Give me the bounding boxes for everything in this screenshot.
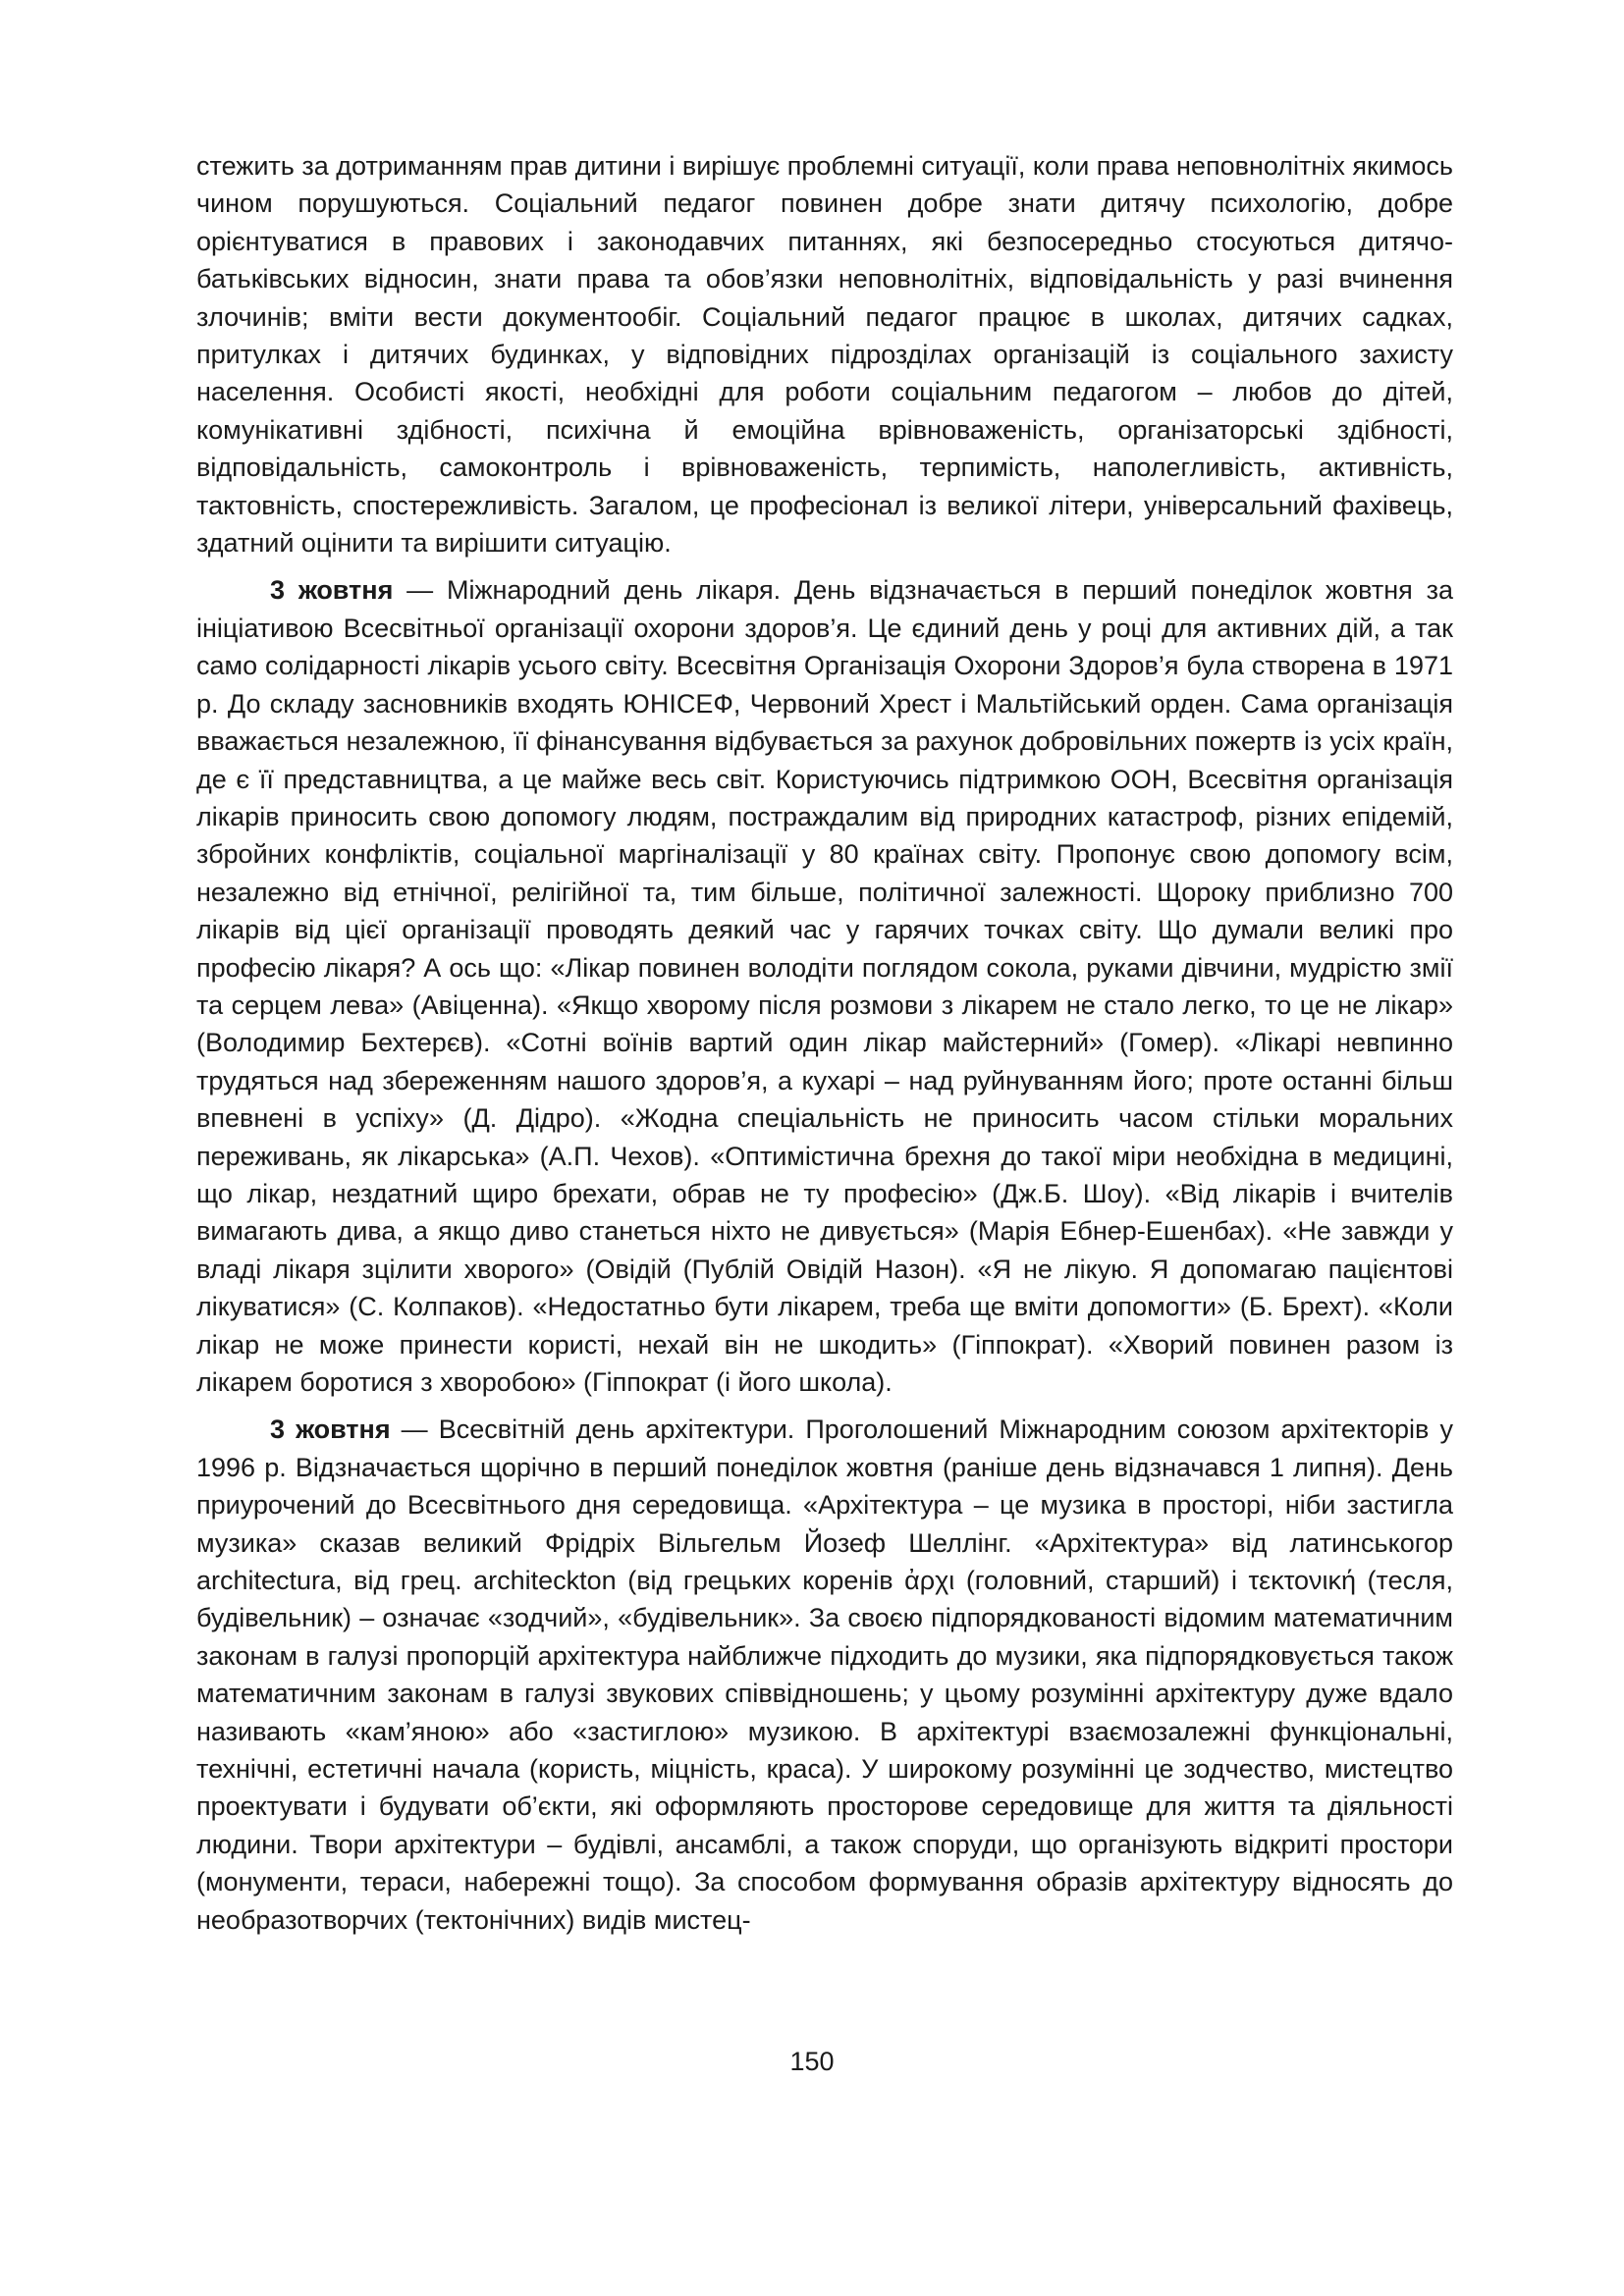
page-body [196, 147, 1453, 1949]
paragraph-architecture-day [196, 1411, 1453, 1939]
page-number: 150 [789, 2047, 835, 2076]
paragraph-doctor-day [196, 571, 1453, 1401]
paragraph-text: стежить за дотриманням прав дитини і вирішує проблемні ситуації, коли права неповнолітніх якимось чином порушуються. Соціальний педагог повинен добре знати дитячу психологію, добре орієнтуватися в правових і законодавчих питаннях, які безпосередньо стосуються дитячо-батьківських відносин, знати права та обов’язки неповнолітніх, відповідальність у разі вчинення злочинів; вміти вести документообіг. Соціальний педагог працює в школах, дитячих садках, притулках і дитячих будинках, у відповідних підрозділах організацій із соціального захисту населення. Особисті якості, необхідні для роботи соціальним педагогом – любов до дітей, комунікативні здібності, психічна й емоційна врівноваженість, організаторські здібності, відповідальність, самоконтроль і врівноваженість, терпимість, наполегливість, активність, тактовність, спостережливість. Загалом, це професіонал із великої літери, універсальний фахівець, здатний оцінити та вирішити ситуацію. [196, 151, 1453, 559]
paragraph-social-pedagogue [196, 147, 1453, 561]
date-heading: 3 жовтня [270, 575, 394, 606]
date-heading: 3 жовтня [270, 1415, 391, 1445]
paragraph-text: — Міжнародний день лікаря. День відзначається в перший понеділок жовтня за ініціативою Всесвітньої організації охорони здоров’я. Це єдиний день у році для активних дій, а так само солідарності лікарів усього світу. Всесвітня Організація Охорони Здоров’я була створена в 1971 р. До складу засновників входять ЮНІСЕФ, Червоний Хрест і Мальтійський орден. Сама організація вважається незалежною, її фінансування відбувається за рахунок добровільних пожертв із усіх країн, де є її представництва, а це майже весь світ. Користуючись підтримкою ООН, Всесвітня організація лікарів приносить свою допомогу людям, постраждалим від природних катастроф, різних епідемій, збройних конфліктів, соціальної маргіналізації у 80 країнах світу. Пропонує свою допомогу всім, незалежно від етнічної, релігійної та, тим більше, політичної залежності. Щороку приблизно 700 лікарів від цієї організації проводять деякий час у гарячих точках світу. Що думали великі про професію лікаря? А ось що: «Лікар повинен володіти поглядом сокола, руками дівчини, мудрістю змії та серцем лева» (Авіценна). «Якщо хворому після розмови з лікарем не стало легко, то це не лікар» (Володимир Бехтерєв). «Сотні воїнів вартий один лікар майстерний» (Гомер). «Лікарі невпинно трудяться над збереженням нашого здоров’я, а кухарі – над руйнуванням його; проте останні більш впевнені в успіху» (Д. Дідро). «Жодна спеціальність не приносить часом стільки моральних переживань, як лікарська» (А.П. Чехов). «Оптимістична брехня до такої міри необхідна в медицині, що лікар, нездатний щиро брехати, обрав не ту професію» (Дж.Б. Шоу). «Від лікарів і вчителів вимагають дива, а якщо диво станеться ніхто не дивується» (Марія Ебнер-Ешенбах). «Не завжди у владі лікаря зцілити хворого» (Овідій (Публій Овідій Назон). «Я не лікую. Я допомагаю пацієнтові лікуватися» (С. Колпаков). «Недостатньо бути лікарем, треба ще вміти допомогти» (Б. Брехт). «Коли лікар не може принести користі, нехай він не шкодить» (Гіппократ). «Хворий повинен разом із лікарем боротися з хворобою» (Гіппократ (і його школа). [196, 575, 1453, 1397]
paragraph-text: — Всесвітній день архітектури. Проголошений Міжнародним союзом архітекторів у 1996 р. Відзначається щорічно в перший понеділок жовтня (раніше день відзначався 1 липня). День приурочений до Всесвітнього дня середовища. «Архітектура – це музика в просторі, ніби застигла музика» сказав великий Фрідріх Вільгельм Йозеф Шеллінг. «Архітектура» від латинськогор architectura, від грец. architeckton (від грецьких коренів ἀρχι (головний, старший) і τεκτονική (тесля, будівельник) – означає «зодчий», «будівельник». За своєю підпорядкованості відомим математичним законам в галузі пропорцій архітектура найближче підходить до музики, яка підпорядковується також математичним законам в галузі звукових співвідношень; у цьому розумінні архітектуру дуже вдало називають «кам’яною» або «застиглою» музикою. В архітектурі взаємозалежні функціональні, технічні, естетичні начала (користь, міцність, краса). У широкому розумінні це зодчество, мистецтво проектувати і будувати об’єкти, які оформляють просторове середовище для життя та діяльності людини. Твори архітектури – будівлі, ансамблі, а також споруди, що організують відкриті простори (монументи, тераси, набережні тощо). За способом формування образів архітектуру відносять до необразотворчих (тектонічних) видів мистец- [196, 1415, 1453, 1935]
